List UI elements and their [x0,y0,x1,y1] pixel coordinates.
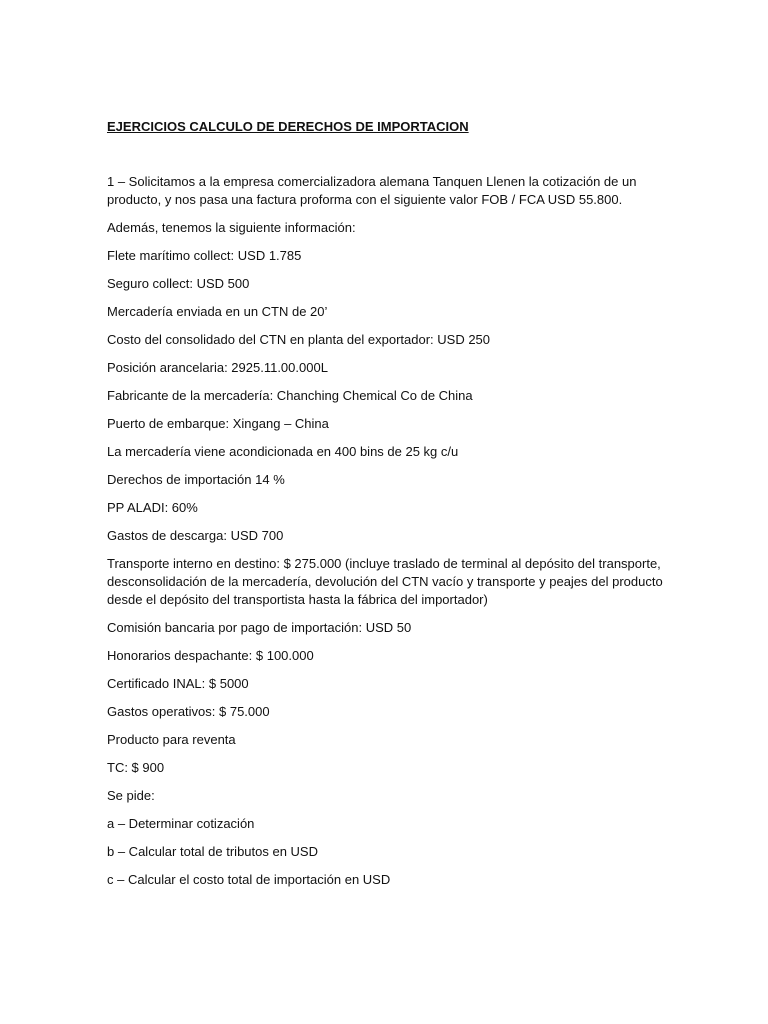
paragraph-transporte-interno: Transporte interno en destino: $ 275.000 (incluye traslado de terminal al depósito del transporte, desconsolidación de la mercadería, devolución del CTN vacío y transporte y peajes del producto desde el depósito del transportista hasta la fábrica del importador) [107,556,663,607]
paragraph-puerto: Puerto de embarque: Xingang – China [107,416,329,431]
paragraph-fabricante: Fabricante de la mercadería: Chanching Chemical Co de China [107,388,473,403]
paragraph-info-heading: Además, tenemos la siguiente información: [107,220,356,235]
document-page [107,118,667,899]
paragraph-item-b: b – Calcular total de tributos en USD [107,844,318,859]
paragraph-se-pide: Se pide: [107,788,155,803]
paragraph-tc: TC: $ 900 [107,760,165,775]
paragraph-acondicionada: La mercadería viene acondicionada en 400 bins de 25 kg c/u [107,444,459,459]
document-title: EJERCICIOS CALCULO DE DERECHOS DE IMPORTACION [107,119,469,134]
paragraph-honorarios: Honorarios despachante: $ 100.000 [107,648,314,663]
paragraph-posicion: Posición arancelaria: 2925.11.00.000L [107,360,328,375]
paragraph-gastos-operativos: Gastos operativos: $ 75.000 [107,704,270,719]
paragraph-reventa: Producto para reventa [107,732,236,747]
paragraph-inal: Certificado INAL: $ 5000 [107,676,249,691]
paragraph-flete: Flete marítimo collect: USD 1.785 [107,248,302,263]
paragraph-ctn: Mercadería enviada en un CTN de 20’ [107,304,328,319]
paragraph-consolidado: Costo del consolidado del CTN en planta del exportador: USD 250 [107,332,491,347]
paragraph-item-a: a – Determinar cotización [107,816,255,831]
paragraph-gastos-descarga: Gastos de descarga: USD 700 [107,528,284,543]
paragraph-comision: Comisión bancaria por pago de importación: USD 50 [107,620,412,635]
paragraph-item-c: c – Calcular el costo total de importación en USD [107,872,391,887]
paragraph-pp-aladi: PP ALADI: 60% [107,500,198,515]
document-body [107,173,667,889]
paragraph-derechos: Derechos de importación 14 % [107,472,285,487]
paragraph-seguro: Seguro collect: USD 500 [107,276,250,291]
paragraph-intro: 1 – Solicitamos a la empresa comercializadora alemana Tanquen Llenen la cotización de un producto, y nos pasa una factura proforma con el siguiente valor FOB / FCA USD 55.800. [107,174,637,207]
